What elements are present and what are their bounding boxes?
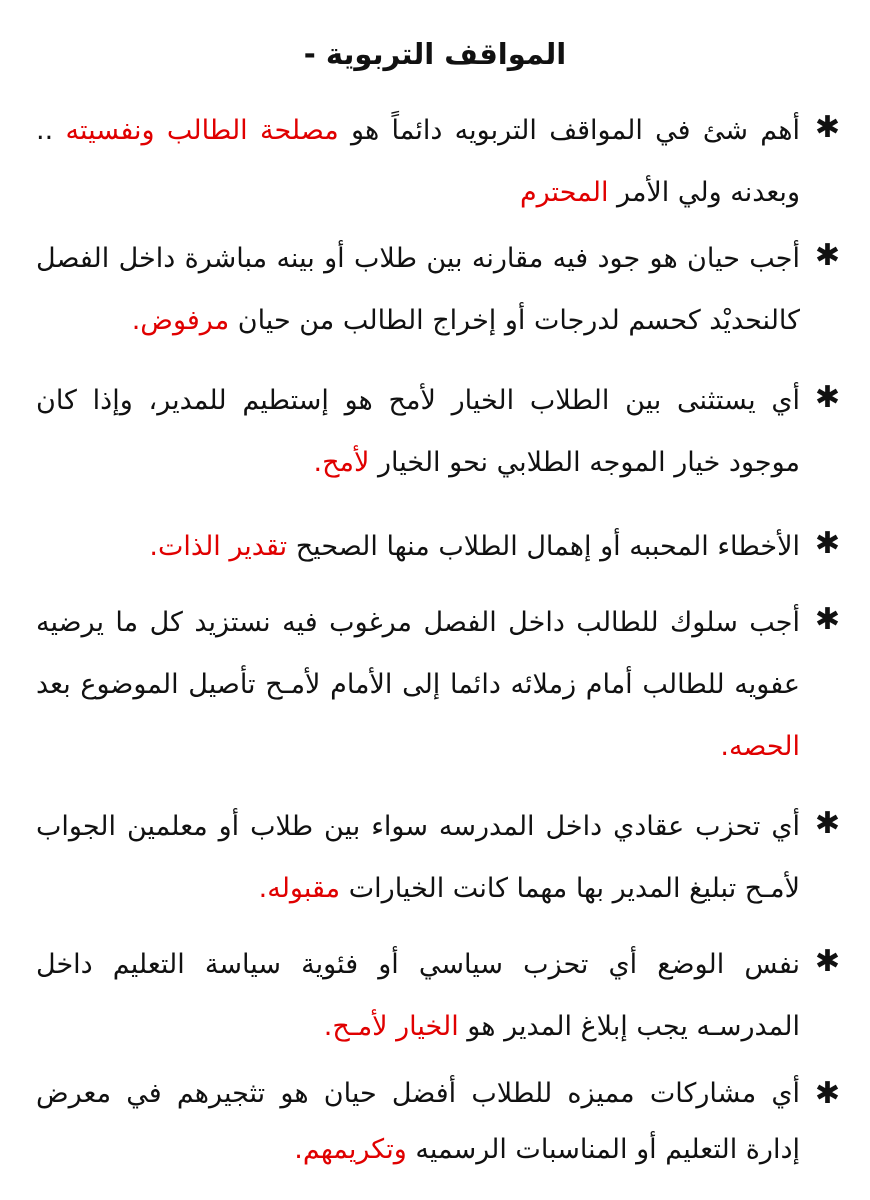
asterisk-bullet-icon: ✱	[814, 526, 840, 561]
item-highlight: لأمح.	[313, 447, 370, 478]
item-text	[36, 100, 806, 224]
item-text	[36, 228, 806, 352]
page-title: المواقف التربوية -	[303, 37, 567, 71]
item-text	[36, 934, 806, 1058]
item-text	[36, 1066, 806, 1178]
item-body: أجب سلوك للطالب داخل الفصل مرغوب فيه نستزيد كل ما يرضيه عفويه للطالب أمام زملائه دائما إلى الأمام لأمـح تأصيل الموضوع بعد	[36, 607, 800, 700]
item-highlight: المحترم	[519, 177, 609, 208]
item-highlight: مصلحة الطالب ونفسيته	[65, 115, 339, 146]
asterisk-bullet-icon: ✱	[814, 944, 840, 979]
asterisk-bullet-icon: ✱	[814, 806, 840, 841]
asterisk-bullet-icon: ✱	[814, 380, 840, 415]
list-item	[36, 228, 840, 352]
item-text	[36, 370, 806, 494]
item-body: أجب حيان هو جود فيه مقارنه بين طلاب أو بينه مباشرة داخل الفصل كالنحديْد كحسم لدرجات أو إخراج الطالب من حيان	[36, 243, 800, 336]
item-highlight: الخيار لأمـح.	[323, 1011, 459, 1042]
item-body: نفس الوضع أي تحزب سياسي أو فئوية سياسة التعليم داخل المدرسـه يجب إبلاغ المدير هو	[36, 949, 800, 1042]
item-highlight: الحصه.	[720, 731, 800, 762]
item-highlight: مرفوض.	[131, 305, 230, 336]
list-item	[36, 516, 840, 578]
asterisk-bullet-icon: ✱	[814, 1076, 840, 1111]
item-body: .. وبعدنه ولي الأمر	[36, 115, 800, 208]
asterisk-bullet-icon: ✱	[814, 602, 840, 637]
list-item	[36, 1066, 840, 1178]
item-text	[36, 796, 806, 920]
item-body: أهم شئ في المواقف التربويه دائماً هو	[338, 115, 800, 146]
item-body: أي يستثنى بين الطلاب الخيار لأمح هو إستطيم للمدير، وإذا كان موجود خيار الموجه الطلابي نحو الخيار	[36, 385, 800, 478]
item-text	[36, 592, 806, 778]
list-item	[36, 796, 840, 920]
list-item	[36, 592, 840, 778]
item-body: أي تحزب عقادي داخل المدرسه سواء بين طلاب أو معلمين الجواب لأمـح تبليغ المدير بها مهما كانت الخيارات	[36, 811, 800, 904]
list-item	[36, 100, 840, 224]
item-highlight: وتكريمهم.	[294, 1134, 407, 1165]
item-text	[36, 516, 806, 578]
item-body: الأخطاء المحببه أو إهمال الطلاب منها الصحيح	[287, 531, 800, 562]
asterisk-bullet-icon: ✱	[814, 110, 840, 145]
list-item	[36, 370, 840, 494]
item-highlight: مقبوله.	[258, 873, 341, 904]
list-item	[36, 934, 840, 1058]
item-highlight: تقدير الذات.	[149, 531, 288, 562]
asterisk-bullet-icon: ✱	[814, 238, 840, 273]
item-body: أي مشاركات مميزه للطلاب أفضل حيان هو تثجيرهم في معرض إدارة التعليم أو المناسبات الرسميه	[36, 1078, 800, 1165]
